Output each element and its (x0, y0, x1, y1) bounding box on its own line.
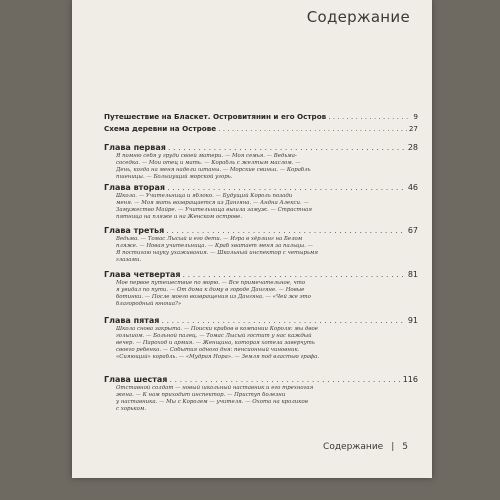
dot-leader (161, 316, 405, 325)
chapter-page: 46 (407, 183, 418, 192)
summary-line: Школа снова закрыта. — Поиски крабов в компании Короля: мы двое (116, 326, 318, 332)
summary-line: Мое первое путешествие по морю. — Все примечательное, что (116, 280, 306, 286)
summary-line: у наставника. — Мы с Королем — учителя. — Охота на кроликов (116, 399, 308, 406)
summary-line: своего ребенка. — События одного дня: пенсионный чиновник. (116, 347, 300, 354)
summary-line: голышом. — Больной палец. — Томас Лысый гостит у нас каждый (116, 333, 312, 340)
dot-leader (218, 124, 407, 133)
footer-separator: | (391, 442, 395, 452)
summary-line: вечер. — Пароход и армия. — Женщина, которая хотела заверчуть (116, 340, 315, 347)
toc-intro-entry (104, 124, 418, 133)
toc-intro-entry (104, 112, 418, 121)
summary-line: с хорьком. (116, 406, 147, 413)
toc-chapter-entry (104, 316, 418, 361)
summary-line: жена. — К нам приходит инспектор. — Приступ болезни (116, 392, 286, 399)
chapter-title: Глава вторая (104, 183, 166, 192)
summary-line: День, когда на меня надели штаны. — Морские свиньи. — Корабль (116, 167, 311, 174)
page-number: 5 (402, 442, 408, 452)
summary-line: пляже. — Новая учительница. — Краб хватает меня за пальцы. — (116, 243, 314, 250)
toc-entry-title: Схема деревни на Острове (104, 124, 217, 133)
chapter-page: 67 (407, 226, 418, 235)
summary-line: я увидал по пути. — От дома к дому в городе Дангяне. — Новые (116, 287, 305, 294)
toc-chapter-entry (104, 143, 418, 181)
footer-label: Содержание (323, 442, 384, 452)
dot-leader (183, 270, 406, 279)
toc-entry-title: Путешествие на Бласкет. Островитянин и его Остров (104, 112, 327, 121)
toc-entry-page: 9 (413, 112, 418, 121)
summary-line: Я постигаю науку ухаживания. — Школьный инспектор с четырьмя (116, 250, 318, 257)
summary-line: благородный юноша?» (116, 301, 182, 308)
summary-line: соседка. — Мои отец и мать. — Корабль с желтым маслом. — (116, 160, 301, 167)
chapter-summary (116, 326, 418, 361)
toc-chapter-entry (104, 270, 418, 308)
page-footer (323, 442, 408, 452)
summary-line: глазами. (116, 257, 142, 264)
chapter-title: Глава первая (104, 143, 166, 152)
page-title: Содержание (306, 8, 410, 26)
chapter-title: Глава четвертая (104, 270, 181, 279)
chapter-title: Глава шестая (104, 375, 168, 384)
toc-chapter-entry (104, 375, 418, 413)
chapter-summary (116, 153, 418, 181)
dot-leader (328, 112, 411, 121)
chapter-summary (116, 280, 418, 308)
summary-line: меня. — Моя мать возвращается из Дангяна. — Андна Алекси. — (116, 200, 309, 207)
dot-leader (169, 375, 400, 384)
toc-chapter-entry (104, 226, 418, 264)
chapter-page: 81 (407, 270, 418, 279)
chapter-summary (116, 193, 418, 221)
chapter-page: 91 (407, 316, 418, 325)
dot-leader (168, 143, 406, 152)
chapter-page: 116 (402, 375, 418, 384)
summary-line: ботинки. — После моего возвращения из Дангяна. — «Чей же это (116, 294, 311, 301)
book-page (72, 0, 432, 478)
chapter-title: Глава пятая (104, 316, 160, 325)
toc-entry-page: 27 (408, 124, 418, 133)
summary-line: пшеницы. — Большущий морской угорь. (116, 174, 233, 181)
summary-line: Школа. — Учительница и яблоко. — Будущий Король позади (116, 193, 293, 199)
toc-chapter-entry (104, 183, 418, 221)
summary-line: «Сияющий» корабль. — «Мудрая Нора». — Земля под властью графа. (116, 354, 320, 361)
chapter-title: Глава третья (104, 226, 165, 235)
dot-leader (166, 226, 406, 235)
summary-line: Отставной солдат — новый школьный наставник и его трехногая (116, 385, 314, 391)
chapter-page: 28 (407, 143, 418, 152)
summary-line: пятница на пляже и на Женском острове. (116, 214, 243, 221)
summary-line: Я помню себя у груди своей матери. — Моя семья. — Ведьма- (116, 153, 297, 159)
chapter-summary (116, 385, 418, 413)
dot-leader (167, 183, 406, 192)
summary-line: Ведьма. — Томас Лысый и его дети. — Игра в хёрлинг на Белом (116, 236, 303, 242)
chapter-summary (116, 236, 418, 264)
summary-line: Замужество Майре. — Учительница вышла замуж. — Страстная (116, 207, 312, 214)
